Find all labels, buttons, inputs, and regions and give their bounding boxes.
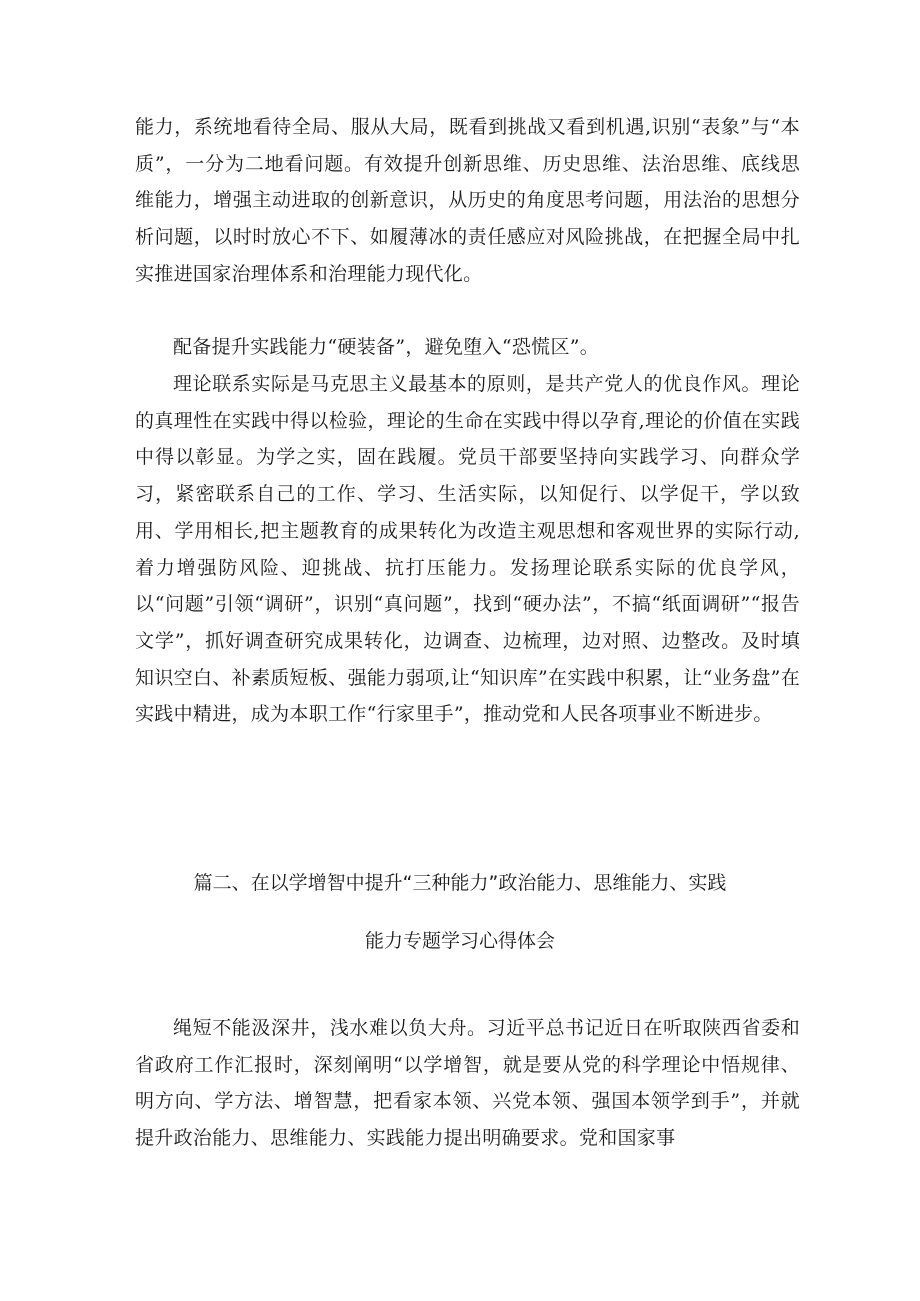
paragraph-subheading: 配备提升实践能力“硬装备”，避免堕入“恐慌区”。 bbox=[173, 336, 600, 358]
paragraph-continued: 能力，系统地看待全局、服从大局，既看到挑战又看到机遇,识别“表象”与“本质”，一分为二地看问题。有效提升创新思维、历史思维、法治思维、底线思维能力，增强主动进取的创新意识，从历史的角度思考问题，用法治的思想分析问题，以时时放心不下、如履薄冰的责任感应对风险挑战，在把握全局中扎实推进国家治理体系和治理能力现代化。 bbox=[135, 116, 800, 285]
section-heading-line1: 篇二、在以学增智中提升“三种能力”政治能力、思维能力、实践 bbox=[193, 872, 727, 894]
paragraph-intro: 绳短不能汲深井，浅水难以负大舟。习近平总书记近日在听取陕西省委和省政府工作汇报时，深刻阐明“以学增智，就是要从党的科学理论中悟规律、明方向、学方法、增智慧，把看家本领、兴党本领、强国本领学到手”，并就提升政治能力、思维能力、实践能力提出明确要求。党和国家事 bbox=[135, 1017, 800, 1150]
paragraph-practice: 理论联系实际是马克思主义最基本的原则，是共产党人的优良作风。理论的真理性在实践中得以检验，理论的生命在实践中得以孕育,理论的价值在实践中得以彰显。为学之实，固在践履。党员干部要坚持向实践学习、向群众学习，紧密联系自己的工作、学习、生活实际，以知促行、以学促干，学以致用、学用相长,把主题教育的成果转化为改造主观思想和客观世界的实际行动,着力增强防风险、迎挑战、抗打压能力。发扬理论联系实际的优良学风，以“问题”引领“调研”，识别“真问题”，找到“硬办法”，不搞“纸面调研”“报告文学”，抓好调查研究成果转化，边调查、边梳理，边对照、边整改。及时填知识空白、补素质短板、强能力弱项,让“知识库”在实践中积累，让“业务盘”在实践中精进，成为本职工作“行家里手”，推动党和人民各项事业不断进步。 bbox=[135, 373, 800, 726]
section-heading-line2: 能力专题学习心得体会 bbox=[364, 930, 555, 952]
